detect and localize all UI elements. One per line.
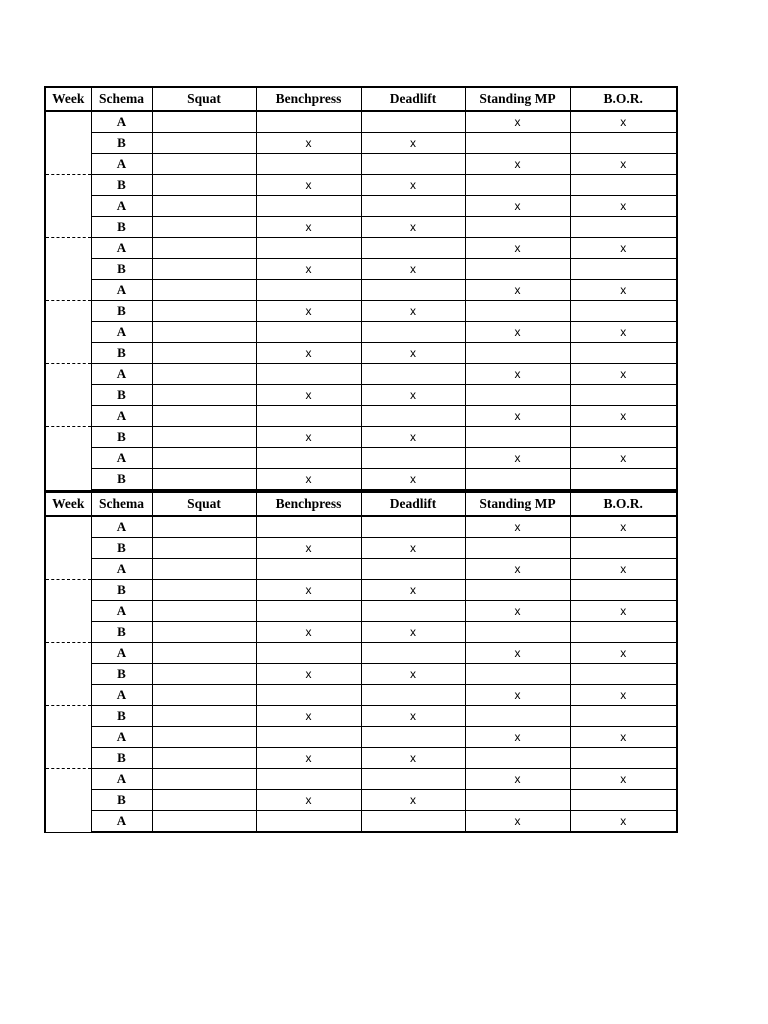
benchpress-cell: [256, 406, 361, 427]
schema-cell: A: [91, 516, 152, 538]
benchpress-cell: [256, 769, 361, 790]
schema-cell: A: [91, 322, 152, 343]
week-cell: [45, 622, 91, 643]
week-cell: [45, 516, 91, 538]
standing-mp-cell: [465, 217, 570, 238]
table-row: [45, 643, 677, 664]
workout-table-2: [44, 491, 678, 833]
squat-cell: [152, 811, 256, 833]
squat-cell: [152, 769, 256, 790]
week-cell: [45, 364, 91, 385]
standing-mp-cell: [465, 469, 570, 491]
table-row: [45, 580, 677, 601]
standing-mp-cell: [465, 133, 570, 154]
table-row: [45, 343, 677, 364]
week-cell: [45, 643, 91, 664]
bor-cell: x: [570, 769, 677, 790]
benchpress-cell: x: [256, 427, 361, 448]
squat-cell: [152, 280, 256, 301]
standing-mp-cell: x: [465, 643, 570, 664]
table-row: [45, 516, 677, 538]
standing-mp-cell: [465, 259, 570, 280]
header-standing-mp: Standing MP: [465, 492, 570, 516]
bor-cell: [570, 385, 677, 406]
squat-cell: [152, 516, 256, 538]
week-cell: [45, 322, 91, 343]
table-row: [45, 727, 677, 748]
table-row: [45, 111, 677, 133]
bor-cell: [570, 664, 677, 685]
header-week: Week: [45, 492, 91, 516]
bor-cell: [570, 748, 677, 769]
standing-mp-cell: x: [465, 406, 570, 427]
schema-cell: A: [91, 238, 152, 259]
benchpress-cell: [256, 601, 361, 622]
schema-cell: B: [91, 175, 152, 196]
schema-cell: A: [91, 727, 152, 748]
schema-cell: A: [91, 769, 152, 790]
table-row: [45, 406, 677, 427]
standing-mp-cell: [465, 385, 570, 406]
deadlift-cell: x: [361, 301, 465, 322]
schema-cell: B: [91, 706, 152, 727]
header-schema: Schema: [91, 87, 152, 111]
deadlift-cell: x: [361, 748, 465, 769]
bor-cell: [570, 175, 677, 196]
week-cell: [45, 385, 91, 406]
table-row: [45, 748, 677, 769]
squat-cell: [152, 217, 256, 238]
bor-cell: x: [570, 601, 677, 622]
bor-cell: x: [570, 811, 677, 833]
bor-cell: [570, 580, 677, 601]
bor-cell: [570, 259, 677, 280]
bor-cell: [570, 427, 677, 448]
standing-mp-cell: x: [465, 516, 570, 538]
deadlift-cell: x: [361, 133, 465, 154]
squat-cell: [152, 111, 256, 133]
deadlift-cell: [361, 448, 465, 469]
squat-cell: [152, 259, 256, 280]
deadlift-cell: x: [361, 259, 465, 280]
schema-cell: A: [91, 406, 152, 427]
squat-cell: [152, 469, 256, 491]
week-cell: [45, 343, 91, 364]
table-row: [45, 280, 677, 301]
standing-mp-cell: [465, 175, 570, 196]
deadlift-cell: x: [361, 427, 465, 448]
benchpress-cell: [256, 643, 361, 664]
deadlift-cell: [361, 280, 465, 301]
header-bor: B.O.R.: [570, 492, 677, 516]
table-row: [45, 259, 677, 280]
table-body: [45, 111, 677, 490]
table-row: [45, 601, 677, 622]
standing-mp-cell: x: [465, 727, 570, 748]
benchpress-cell: [256, 154, 361, 175]
deadlift-cell: x: [361, 664, 465, 685]
week-cell: [45, 811, 91, 833]
schema-cell: B: [91, 790, 152, 811]
workout-table-1: [44, 86, 678, 491]
benchpress-cell: x: [256, 259, 361, 280]
header-benchpress: Benchpress: [256, 87, 361, 111]
squat-cell: [152, 601, 256, 622]
header-squat: Squat: [152, 87, 256, 111]
deadlift-cell: [361, 154, 465, 175]
bor-cell: [570, 622, 677, 643]
schema-cell: B: [91, 301, 152, 322]
table-row: [45, 238, 677, 259]
benchpress-cell: [256, 364, 361, 385]
benchpress-cell: x: [256, 706, 361, 727]
table-row: [45, 559, 677, 580]
schema-cell: A: [91, 601, 152, 622]
deadlift-cell: [361, 643, 465, 664]
standing-mp-cell: x: [465, 280, 570, 301]
deadlift-cell: [361, 238, 465, 259]
header-row: [45, 87, 677, 111]
benchpress-cell: [256, 727, 361, 748]
standing-mp-cell: [465, 622, 570, 643]
benchpress-cell: [256, 322, 361, 343]
standing-mp-cell: x: [465, 811, 570, 833]
standing-mp-cell: x: [465, 685, 570, 706]
bor-cell: [570, 469, 677, 491]
benchpress-cell: [256, 280, 361, 301]
week-cell: [45, 664, 91, 685]
week-cell: [45, 601, 91, 622]
benchpress-cell: x: [256, 133, 361, 154]
bor-cell: [570, 343, 677, 364]
week-cell: [45, 448, 91, 469]
week-cell: [45, 154, 91, 175]
deadlift-cell: x: [361, 469, 465, 491]
week-cell: [45, 538, 91, 559]
week-cell: [45, 685, 91, 706]
header-week: Week: [45, 87, 91, 111]
squat-cell: [152, 427, 256, 448]
schema-cell: A: [91, 685, 152, 706]
table-row: [45, 133, 677, 154]
squat-cell: [152, 748, 256, 769]
deadlift-cell: x: [361, 622, 465, 643]
bor-cell: x: [570, 111, 677, 133]
squat-cell: [152, 322, 256, 343]
standing-mp-cell: x: [465, 364, 570, 385]
table-row: [45, 622, 677, 643]
benchpress-cell: x: [256, 664, 361, 685]
table-row: [45, 175, 677, 196]
table-row: [45, 322, 677, 343]
schema-cell: B: [91, 133, 152, 154]
bor-cell: x: [570, 516, 677, 538]
benchpress-cell: [256, 196, 361, 217]
standing-mp-cell: [465, 790, 570, 811]
schema-cell: A: [91, 196, 152, 217]
bor-cell: x: [570, 643, 677, 664]
standing-mp-cell: x: [465, 559, 570, 580]
benchpress-cell: [256, 516, 361, 538]
table-row: [45, 196, 677, 217]
deadlift-cell: x: [361, 580, 465, 601]
standing-mp-cell: [465, 748, 570, 769]
bor-cell: x: [570, 727, 677, 748]
schema-cell: B: [91, 748, 152, 769]
benchpress-cell: [256, 448, 361, 469]
benchpress-cell: x: [256, 385, 361, 406]
schema-cell: B: [91, 622, 152, 643]
week-cell: [45, 727, 91, 748]
benchpress-cell: x: [256, 175, 361, 196]
squat-cell: [152, 238, 256, 259]
schema-cell: A: [91, 280, 152, 301]
week-cell: [45, 748, 91, 769]
table-row: [45, 427, 677, 448]
bor-cell: x: [570, 559, 677, 580]
table-row: [45, 301, 677, 322]
benchpress-cell: x: [256, 622, 361, 643]
table-row: [45, 385, 677, 406]
schema-cell: B: [91, 538, 152, 559]
bor-cell: x: [570, 154, 677, 175]
deadlift-cell: [361, 685, 465, 706]
squat-cell: [152, 664, 256, 685]
benchpress-cell: [256, 111, 361, 133]
week-cell: [45, 706, 91, 727]
header-standing-mp: Standing MP: [465, 87, 570, 111]
bor-cell: x: [570, 448, 677, 469]
schema-cell: A: [91, 643, 152, 664]
standing-mp-cell: [465, 580, 570, 601]
benchpress-cell: [256, 559, 361, 580]
schema-cell: A: [91, 448, 152, 469]
standing-mp-cell: x: [465, 322, 570, 343]
standing-mp-cell: [465, 343, 570, 364]
standing-mp-cell: [465, 706, 570, 727]
schema-cell: B: [91, 469, 152, 491]
schema-cell: B: [91, 343, 152, 364]
week-cell: [45, 280, 91, 301]
week-cell: [45, 259, 91, 280]
table-row: [45, 538, 677, 559]
header-row: [45, 492, 677, 516]
table-row: [45, 706, 677, 727]
deadlift-cell: x: [361, 175, 465, 196]
bor-cell: x: [570, 406, 677, 427]
bor-cell: x: [570, 322, 677, 343]
squat-cell: [152, 580, 256, 601]
week-cell: [45, 790, 91, 811]
table-row: [45, 448, 677, 469]
deadlift-cell: x: [361, 217, 465, 238]
header-schema: Schema: [91, 492, 152, 516]
table-row: [45, 811, 677, 833]
standing-mp-cell: x: [465, 154, 570, 175]
benchpress-cell: x: [256, 538, 361, 559]
week-cell: [45, 427, 91, 448]
week-cell: [45, 133, 91, 154]
squat-cell: [152, 643, 256, 664]
squat-cell: [152, 301, 256, 322]
bor-cell: x: [570, 364, 677, 385]
standing-mp-cell: x: [465, 769, 570, 790]
standing-mp-cell: [465, 427, 570, 448]
standing-mp-cell: x: [465, 601, 570, 622]
bor-cell: x: [570, 196, 677, 217]
deadlift-cell: [361, 111, 465, 133]
standing-mp-cell: x: [465, 238, 570, 259]
benchpress-cell: x: [256, 469, 361, 491]
squat-cell: [152, 364, 256, 385]
standing-mp-cell: x: [465, 111, 570, 133]
week-cell: [45, 175, 91, 196]
schema-cell: B: [91, 664, 152, 685]
deadlift-cell: x: [361, 538, 465, 559]
bor-cell: x: [570, 280, 677, 301]
bor-cell: [570, 133, 677, 154]
squat-cell: [152, 154, 256, 175]
deadlift-cell: x: [361, 706, 465, 727]
squat-cell: [152, 406, 256, 427]
squat-cell: [152, 622, 256, 643]
benchpress-cell: x: [256, 580, 361, 601]
week-cell: [45, 111, 91, 133]
table-row: [45, 469, 677, 491]
deadlift-cell: [361, 811, 465, 833]
deadlift-cell: [361, 406, 465, 427]
deadlift-cell: [361, 516, 465, 538]
benchpress-cell: [256, 238, 361, 259]
deadlift-cell: [361, 559, 465, 580]
squat-cell: [152, 133, 256, 154]
squat-cell: [152, 538, 256, 559]
squat-cell: [152, 343, 256, 364]
benchpress-cell: x: [256, 217, 361, 238]
squat-cell: [152, 727, 256, 748]
squat-cell: [152, 175, 256, 196]
table-row: [45, 769, 677, 790]
deadlift-cell: x: [361, 385, 465, 406]
benchpress-cell: [256, 685, 361, 706]
deadlift-cell: x: [361, 790, 465, 811]
bor-cell: [570, 706, 677, 727]
bor-cell: [570, 217, 677, 238]
bor-cell: x: [570, 685, 677, 706]
week-cell: [45, 580, 91, 601]
bor-cell: [570, 790, 677, 811]
table-row: [45, 217, 677, 238]
squat-cell: [152, 706, 256, 727]
deadlift-cell: [361, 196, 465, 217]
benchpress-cell: x: [256, 748, 361, 769]
squat-cell: [152, 448, 256, 469]
week-cell: [45, 196, 91, 217]
squat-cell: [152, 685, 256, 706]
benchpress-cell: x: [256, 301, 361, 322]
table-header: [45, 87, 677, 111]
deadlift-cell: [361, 322, 465, 343]
squat-cell: [152, 196, 256, 217]
bor-cell: x: [570, 238, 677, 259]
schema-cell: B: [91, 217, 152, 238]
table-row: [45, 664, 677, 685]
bor-cell: [570, 301, 677, 322]
standing-mp-cell: x: [465, 196, 570, 217]
table-body: [45, 516, 677, 832]
header-squat: Squat: [152, 492, 256, 516]
standing-mp-cell: [465, 664, 570, 685]
schema-cell: B: [91, 580, 152, 601]
table-header: [45, 492, 677, 516]
squat-cell: [152, 790, 256, 811]
week-cell: [45, 301, 91, 322]
standing-mp-cell: [465, 301, 570, 322]
schema-cell: A: [91, 154, 152, 175]
benchpress-cell: x: [256, 790, 361, 811]
benchpress-cell: x: [256, 343, 361, 364]
bor-cell: [570, 538, 677, 559]
deadlift-cell: [361, 727, 465, 748]
week-cell: [45, 217, 91, 238]
week-cell: [45, 769, 91, 790]
header-benchpress: Benchpress: [256, 492, 361, 516]
header-bor: B.O.R.: [570, 87, 677, 111]
week-cell: [45, 238, 91, 259]
squat-cell: [152, 385, 256, 406]
table-row: [45, 685, 677, 706]
week-cell: [45, 559, 91, 580]
schema-cell: A: [91, 111, 152, 133]
schema-cell: B: [91, 259, 152, 280]
benchpress-cell: [256, 811, 361, 833]
schema-cell: A: [91, 811, 152, 833]
standing-mp-cell: [465, 538, 570, 559]
schema-cell: A: [91, 364, 152, 385]
table-row: [45, 790, 677, 811]
deadlift-cell: [361, 601, 465, 622]
table-row: [45, 364, 677, 385]
week-cell: [45, 469, 91, 491]
schema-cell: B: [91, 427, 152, 448]
schema-cell: A: [91, 559, 152, 580]
header-deadlift: Deadlift: [361, 492, 465, 516]
schema-cell: B: [91, 385, 152, 406]
header-deadlift: Deadlift: [361, 87, 465, 111]
deadlift-cell: [361, 364, 465, 385]
week-cell: [45, 406, 91, 427]
deadlift-cell: [361, 769, 465, 790]
table-row: [45, 154, 677, 175]
deadlift-cell: x: [361, 343, 465, 364]
standing-mp-cell: x: [465, 448, 570, 469]
squat-cell: [152, 559, 256, 580]
